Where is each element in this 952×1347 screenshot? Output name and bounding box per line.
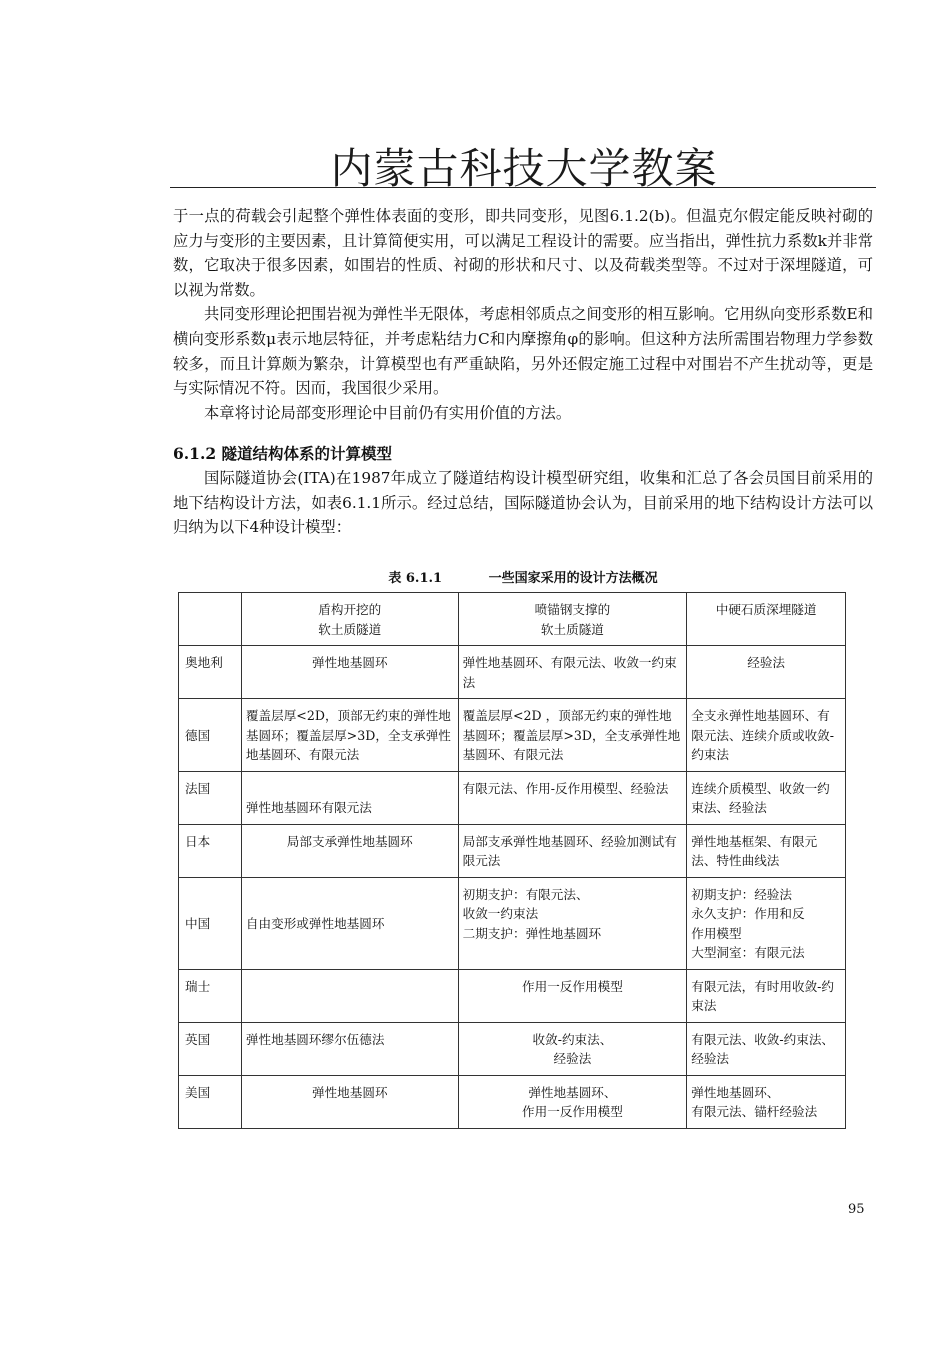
table-cell: 局部支承弹性地基圆环、经验加测试有限元法 [458, 824, 687, 877]
table-row [179, 877, 846, 969]
table-cell: 覆盖层厚<2D，顶部无约束的弹性地基圆环；覆盖层厚>3D，全支承弹性地基圆环、有限元法 [241, 699, 458, 772]
table-number: 表 6.1.1 [388, 571, 443, 586]
table-cell [241, 969, 458, 1022]
table-cell: 初期支护：有限元法、 收敛一约束法 二期支护：弹性地基圆环 [458, 877, 687, 969]
table-row [179, 699, 846, 772]
table-row [179, 646, 846, 699]
table-header-cell: 中硬石质深埋隧道 [687, 593, 846, 646]
table-cell: 收敛-约束法、 经验法 [458, 1022, 687, 1075]
table-caption [178, 567, 868, 586]
table-cell: 弹性地基圆环有限元法 [241, 771, 458, 824]
table-cell-country: 美国 [179, 1075, 242, 1128]
section-heading: 6.1.2 隧道结构体系的计算模型 [173, 444, 393, 463]
table-cell: 有限元法、作用-反作用模型、经验法 [458, 771, 687, 824]
table-header-cell: 盾构开挖的 软土质隧道 [241, 593, 458, 646]
body-text [173, 204, 873, 425]
table-cell-country: 瑞士 [179, 969, 242, 1022]
section-paragraph: 国际隧道协会(ITA)在1987年成立了隧道结构设计模型研究组，收集和汇总了各会员国目前采用的地下结构设计方法，如表6.1.1所示。经过总结，国际隧道协会认为，目前采用的地下结构设计方法可以归纳为以下4种设计模型： [173, 469, 873, 537]
table-header-cell: 喷锚钢支撑的 软土质隧道 [458, 593, 687, 646]
table-cell: 作用一反作用模型 [458, 969, 687, 1022]
table-cell: 弹性地基圆环、 有限元法、锚杆经验法 [687, 1075, 846, 1128]
paragraph-2: 共同变形理论把围岩视为弹性半无限体，考虑相邻质点之间变形的相互影响。它用纵向变形系数E和横向变形系数μ表示地层特征，并考虑粘结力C和内摩擦角φ的影响。但这种方法所需围岩物理力学参数较多，而且计算颇为繁杂，计算模型也有严重缺陷，另外还假定施工过程中对围岩不产生扰动等，更是与实际情况不符。因而，我国很少采用。 [173, 305, 873, 398]
table-cell: 弹性地基圆环、 作用一反作用模型 [458, 1075, 687, 1128]
table-cell: 有限元法、收敛-约束法、 经验法 [687, 1022, 846, 1075]
table-row [179, 771, 846, 824]
table-cell: 连续介质模型、收敛一约束法、经验法 [687, 771, 846, 824]
table-cell-country: 德国 [179, 699, 242, 772]
table-cell: 弹性地基圆环缪尔伍德法 [241, 1022, 458, 1075]
table-header-cell [179, 593, 242, 646]
paragraph-3: 本章将讨论局部变形理论中目前仍有实用价值的方法。 [204, 403, 572, 422]
table-cell-country: 中国 [179, 877, 242, 969]
table-cell-country: 日本 [179, 824, 242, 877]
table-cell: 局部支承弹性地基圆环 [241, 824, 458, 877]
table-cell: 覆盖层厚<2D ，顶部无约束的弹性地基圆环；覆盖层厚>3D，全支承弹性地基圆环、有限元法 [458, 699, 687, 772]
table-caption-text: 一些国家采用的设计方法概况 [488, 571, 658, 586]
table-cell: 全支永弹性地基圆环、有限元法、连续介质或收敛-约束法 [687, 699, 846, 772]
table-row [179, 1075, 846, 1128]
table-row [179, 824, 846, 877]
table-cell: 自由变形或弹性地基圆环 [241, 877, 458, 969]
section-body [173, 466, 873, 540]
page-header-title: 内蒙古科技大学教案 [330, 144, 718, 193]
table-cell: 弹性地基圆环 [241, 646, 458, 699]
table-row [179, 969, 846, 1022]
table-cell: 弹性地基圆环 [241, 1075, 458, 1128]
table-row [179, 1022, 846, 1075]
design-methods-table [178, 592, 846, 1129]
table-cell: 有限元法，有时用收敛-约束法 [687, 969, 846, 1022]
table-cell: 初期支护：经验法 永久支护：作用和反 作用模型 大型洞室：有限元法 [687, 877, 846, 969]
table-cell-country: 英国 [179, 1022, 242, 1075]
header-divider [170, 187, 876, 188]
table-cell: 弹性地基框架、有限元法、特性曲线法 [687, 824, 846, 877]
page-number: 95 [848, 1202, 865, 1217]
table-cell: 经验法 [687, 646, 846, 699]
table-cell-country: 奥地利 [179, 646, 242, 699]
table-cell: 弹性地基圆环、有限元法、收敛一约束法 [458, 646, 687, 699]
table-header-row [179, 593, 846, 646]
table-cell-country: 法国 [179, 771, 242, 824]
paragraph-1: 于一点的荷载会引起整个弹性体表面的变形，即共同变形，见图6.1.2(b)。但温克尔假定能反映衬砌的应力与变形的主要因素，且计算简便实用，可以满足工程设计的需要。应当指出，弹性抗力系数k并非常数，它取决于很多因素，如围岩的性质、衬砌的形状和尺寸、以及荷载类型等。不过对于深埋隧道，可以视为常数。 [173, 207, 873, 299]
